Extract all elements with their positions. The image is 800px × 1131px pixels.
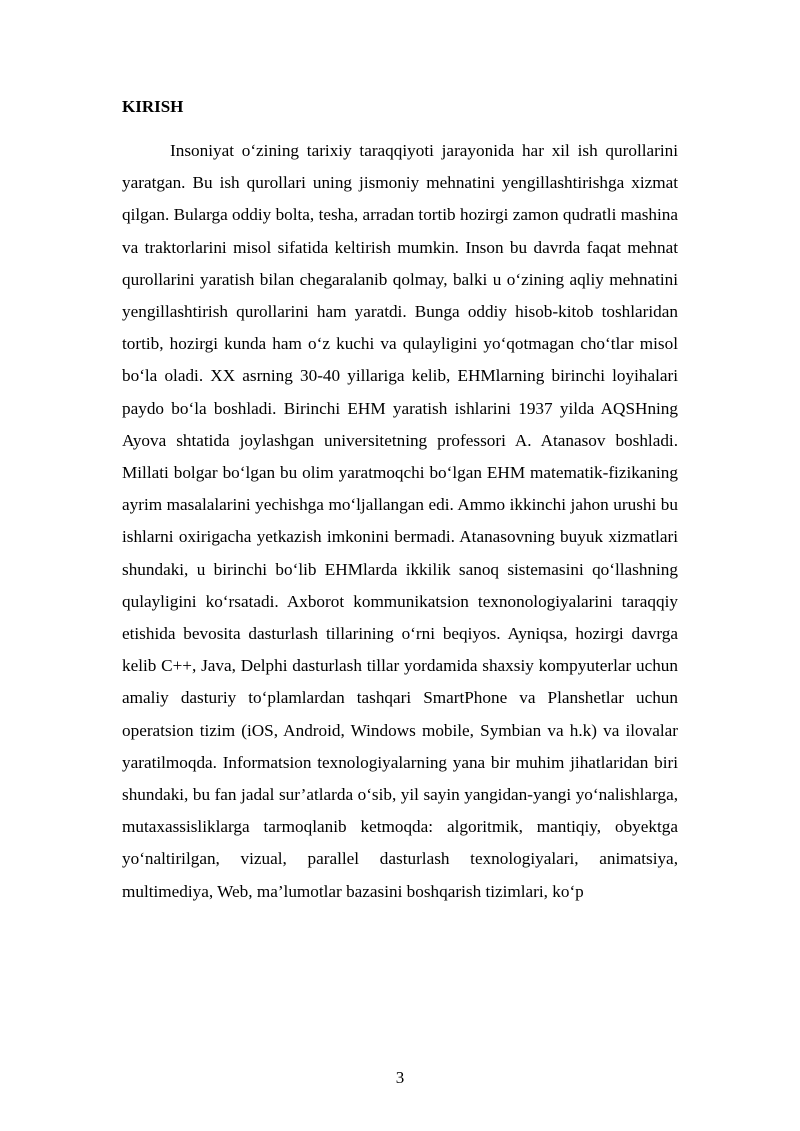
page-number: 3 — [395, 1068, 405, 1087]
body-paragraph: Insoniyat o‘zining tarixiy taraqqiyoti jarayonida har xil ish qurollarini yaratgan. Bu ish qurollari uning jismoniy mehnatini yengillashtirishga xizmat qilgan. Bularga oddiy bolta, tesha, arradan tortib hozirgi zamon qudratli mashina va traktorlarini misol sifatida keltirish mumkin. Inson bu davrda faqat mehnat qurollarini yaratish bilan chegaralanib qolmay, balki u o‘zining aqliy mehnatini yengillashtirish qurollarini ham yaratdi. Bunga oddiy hisob-kitob toshlaridan tortib, hozirgi kunda ham o‘z kuchi va qulayligini yo‘qotmagan cho‘tlar misol bo‘la oladi. XX asrning 30-40 yillariga kelib, EHMlarning birinchi loyihalari paydo bo‘la boshladi. Birinchi EHM yaratish ishlarini 1937 yilda AQSHning Ayova shtatida joylashgan universitetning professori A. Atanasov boshladi. Millati bolgar bo‘lgan bu olim yaratmoqchi bo‘lgan EHM matematik-fizikaning ayrim masalalarini yechishga mo‘ljallangan edi. Ammo ikkinchi jahon urushi bu ishlarni oxirigacha yetkazish imkonini bermadi. Atanasovning buyuk xizmatlari shundaki, u birinchi bo‘lib EHMlarda ikkilik sanoq sistemasini qo‘llashning qulayligini ko‘rsatadi. Axborot kommunikatsion texnonologiyalarini taraqqiy etishida bevosita dasturlash tillarining o‘rni beqiyos. Ayniqsa, hozirgi davrga kelib C++, Java, Delphi dasturlash tillar yordamida shaxsiy kompyuterlar uchun amaliy dasturiy to‘plamlardan tashqari SmartPhone va Planshetlar uchun operatsion tizim (iOS, Android, Windows mobile, Symbian va h.k) va ilovalar yaratilmoqda. Informatsion texnologiyalarning yana bir muhim jihatlaridan biri shundaki, bu fan jadal sur’atlarda o‘sib, yil sayin yangidan-yangi yo‘nalishlarga, mutaxassisliklarga tarmoqlanib ketmoqda: algoritmik, mantiqiy, obyektga yo‘naltirilgan, vizual, parallel dasturlash texnologiyalari, animatsiya, multimediya, Web, ma’lumotlar bazasini boshqarish tizimlari, ko‘p — [122, 141, 678, 901]
section-heading: KIRISH — [122, 97, 184, 116]
